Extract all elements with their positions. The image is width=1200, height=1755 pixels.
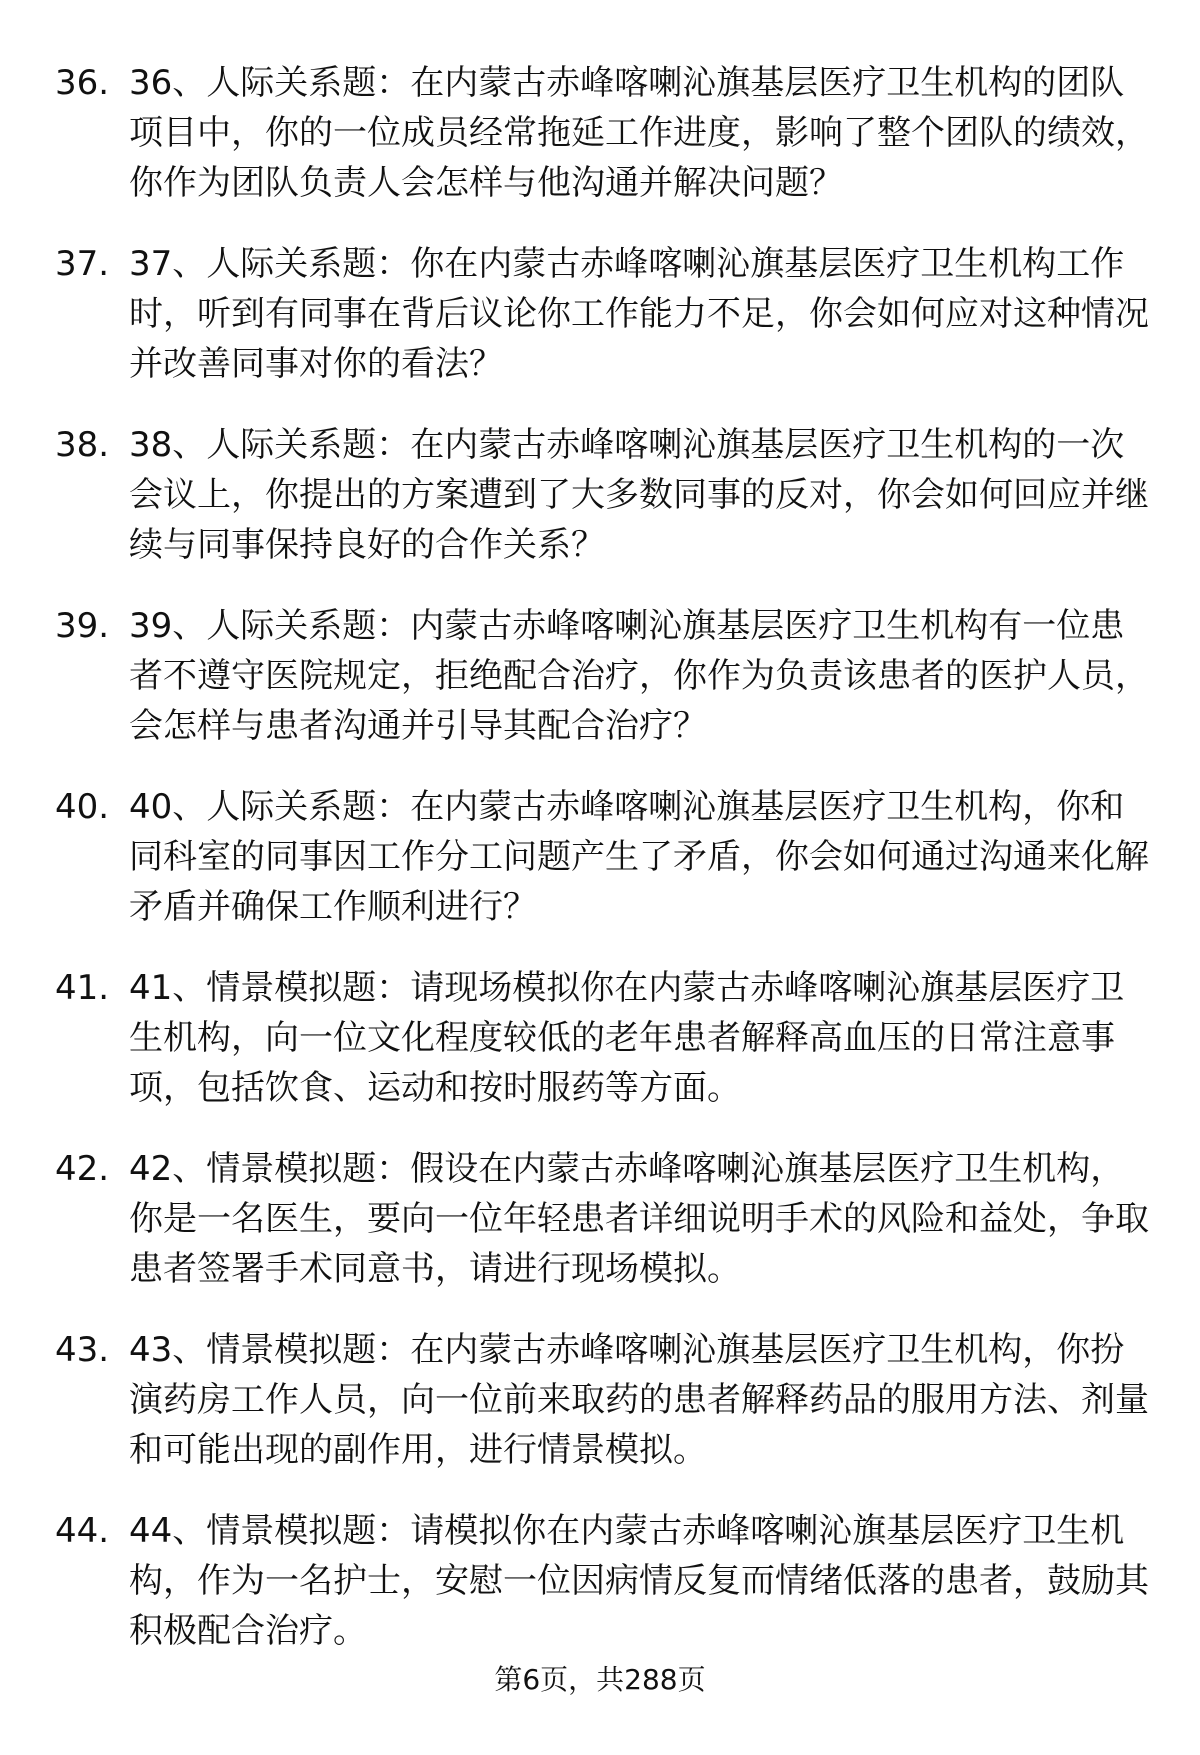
question-text: 42、情景模拟题：假设在内蒙古赤峰喀喇沁旗基层医疗卫生机构，你是一名医生，要向一位年轻患者详细说明手术的风险和益处，争取患者签署手术同意书，请进行现场模拟。 <box>129 1149 1149 1289</box>
question-text: 39、人际关系题：内蒙古赤峰喀喇沁旗基层医疗卫生机构有一位患者不遵守医院规定，拒绝配合治疗，你作为负责该患者的医护人员，会怎样与患者沟通并引导其配合治疗？ <box>129 606 1149 746</box>
question-number: 44. <box>55 1511 110 1551</box>
question-item-38 <box>55 420 1155 601</box>
question-text: 36、人际关系题：在内蒙古赤峰喀喇沁旗基层医疗卫生机构的团队项目中，你的一位成员经常拖延工作进度，影响了整个团队的绩效，你作为团队负责人会怎样与他沟通并解决问题？ <box>129 63 1149 203</box>
question-text: 41、情景模拟题：请现场模拟你在内蒙古赤峰喀喇沁旗基层医疗卫生机构，向一位文化程度较低的老年患者解释高血压的日常注意事项，包括饮食、运动和按时服药等方面。 <box>129 968 1125 1108</box>
question-number: 36. <box>55 63 110 103</box>
question-text: 40、人际关系题：在内蒙古赤峰喀喇沁旗基层医疗卫生机构，你和同科室的同事因工作分工问题产生了矛盾，你会如何通过沟通来化解矛盾并确保工作顺利进行？ <box>129 787 1149 927</box>
page-footer: 第6页，共288页 <box>494 1663 706 1696</box>
question-item-41 <box>55 963 1155 1144</box>
question-number: 37. <box>55 244 110 284</box>
question-number: 42. <box>55 1149 110 1189</box>
question-item-42 <box>55 1144 1155 1325</box>
question-list <box>55 58 1155 1687</box>
question-item-40 <box>55 782 1155 963</box>
question-item-39 <box>55 601 1155 782</box>
question-number: 38. <box>55 425 110 465</box>
question-item-36 <box>55 58 1155 239</box>
question-text: 44、情景模拟题：请模拟你在内蒙古赤峰喀喇沁旗基层医疗卫生机构，作为一名护士，安慰一位因病情反复而情绪低落的患者，鼓励其积极配合治疗。 <box>129 1511 1149 1651</box>
question-item-43 <box>55 1325 1155 1506</box>
question-text: 37、人际关系题：你在内蒙古赤峰喀喇沁旗基层医疗卫生机构工作时，听到有同事在背后议论你工作能力不足，你会如何应对这种情况并改善同事对你的看法？ <box>129 244 1149 384</box>
question-item-37 <box>55 239 1155 420</box>
question-number: 41. <box>55 968 110 1008</box>
question-number: 39. <box>55 606 110 646</box>
question-text: 38、人际关系题：在内蒙古赤峰喀喇沁旗基层医疗卫生机构的一次会议上，你提出的方案遭到了大多数同事的反对，你会如何回应并继续与同事保持良好的合作关系？ <box>129 425 1149 565</box>
question-number: 40. <box>55 787 110 827</box>
question-text: 43、情景模拟题：在内蒙古赤峰喀喇沁旗基层医疗卫生机构，你扮演药房工作人员，向一位前来取药的患者解释药品的服用方法、剂量和可能出现的副作用，进行情景模拟。 <box>129 1330 1149 1470</box>
question-number: 43. <box>55 1330 110 1370</box>
